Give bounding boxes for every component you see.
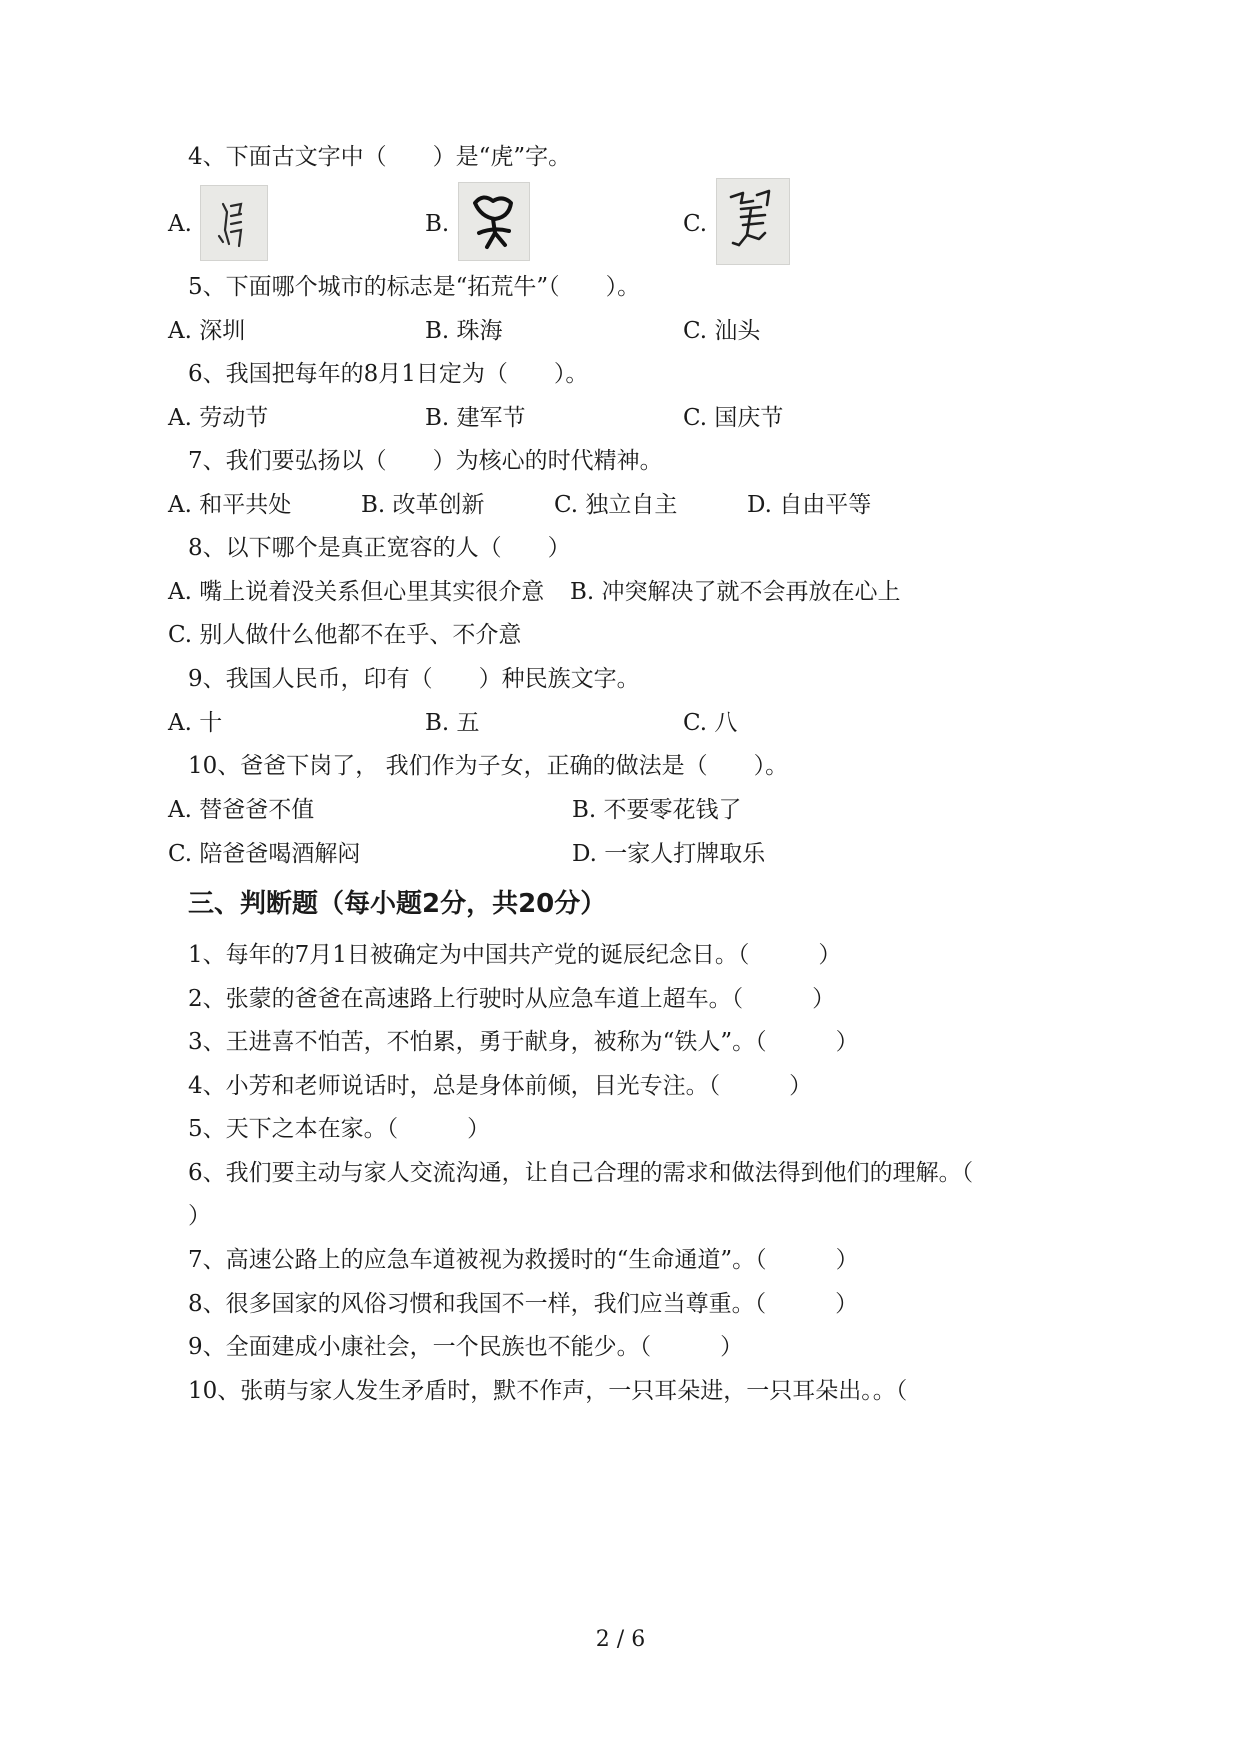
ancient-character-c-glyph [717, 179, 789, 264]
ancient-character-a-glyph [201, 186, 267, 260]
judgment-item-8: 8、很多国家的风俗习惯和我国不一样，我们应当尊重。（ ） [188, 1291, 859, 1317]
question-8-option-a: A. 嘴上说着没关系但心里其实很介意 [168, 579, 545, 605]
question-9-stem: 9、我国人民币，印有（ ）种民族文字。 [188, 666, 640, 692]
question-6-option-b: B. 建军节 [425, 405, 526, 431]
question-10-option-b: B. 不要零花钱了 [572, 797, 742, 823]
question-7-option-c: C. 独立自主 [554, 492, 678, 518]
question-7-stem: 7、我们要弘扬以（ ）为核心的时代精神。 [188, 448, 663, 474]
judgment-item-7: 7、高速公路上的应急车道被视为救援时的“生命通道”。（ ） [188, 1247, 859, 1273]
question-4-stem: 4、下面古文字中（ ）是“虎”字。 [188, 144, 572, 170]
question-10-option-c: C. 陪爸爸喝酒解闷 [168, 841, 361, 867]
section-three-heading: 三、判断题（每小题2分，共20分） [188, 889, 607, 919]
judgment-item-2: 2、张蒙的爸爸在高速路上行驶时从应急车道上超车。（ ） [188, 986, 836, 1012]
question-7-option-d: D. 自由平等 [747, 492, 872, 518]
question-10-option-a: A. 替爸爸不值 [168, 797, 315, 823]
judgment-item-3: 3、王进喜不怕苦，不怕累，勇于献身，被称为“铁人”。（ ） [188, 1029, 859, 1055]
ancient-character-a-image [200, 185, 268, 261]
judgment-item-1: 1、每年的7月1日被确定为中国共产党的诞辰纪念日。（ ） [188, 942, 842, 968]
judgment-item-10: 10、张萌与家人发生矛盾时，默不作声，一只耳朵进，一只耳朵出。。（ [188, 1378, 908, 1404]
question-5-stem: 5、下面哪个城市的标志是“拓荒牛”（ ）。 [188, 274, 641, 300]
page-number: 2 / 6 [595, 1627, 646, 1652]
question-7-option-a: A. 和平共处 [168, 492, 292, 518]
question-4-option-c: C. [683, 211, 708, 237]
question-4-option-a: A. [168, 211, 192, 237]
ancient-character-c-image [716, 178, 790, 265]
question-5-option-b: B. 珠海 [425, 318, 503, 344]
question-9-option-a: A. 十 [168, 710, 223, 736]
question-8-option-c: C. 别人做什么他都不在乎、不介意 [168, 622, 522, 648]
judgment-item-9: 9、全面建成小康社会，一个民族也不能少。（ ） [188, 1334, 744, 1360]
question-4-option-b: B. [425, 211, 450, 237]
question-8-stem: 8、以下哪个是真正宽容的人（ ） [188, 535, 571, 561]
question-9-option-b: B. 五 [425, 710, 480, 736]
question-8-option-b: B. 冲突解决了就不会再放在心上 [570, 579, 901, 605]
question-6-stem: 6、我国把每年的8月1日定为（ ）。 [188, 361, 589, 387]
question-10-option-d: D. 一家人打牌取乐 [572, 841, 766, 867]
question-10-stem: 10、爸爸下岗了， 我们作为子女，正确的做法是（ ）。 [188, 753, 789, 779]
question-5-option-c: C. 汕头 [683, 318, 761, 344]
question-5-option-a: A. 深圳 [168, 318, 246, 344]
ancient-character-b-glyph [459, 183, 529, 260]
ancient-character-b-image [458, 182, 530, 261]
judgment-item-5: 5、天下之本在家。（ ） [188, 1116, 491, 1142]
judgment-item-4: 4、小芳和老师说话时，总是身体前倾，目光专注。（ ） [188, 1073, 813, 1099]
judgment-item-6: 6、我们要主动与家人交流沟通，让自己合理的需求和做法得到他们的理解。（ [188, 1160, 974, 1186]
question-6-option-a: A. 劳动节 [168, 405, 269, 431]
question-6-option-c: C. 国庆节 [683, 405, 784, 431]
question-7-option-b: B. 改革创新 [361, 492, 485, 518]
judgment-item-6-continuation: ） [188, 1203, 211, 1229]
question-9-option-c: C. 八 [683, 710, 738, 736]
